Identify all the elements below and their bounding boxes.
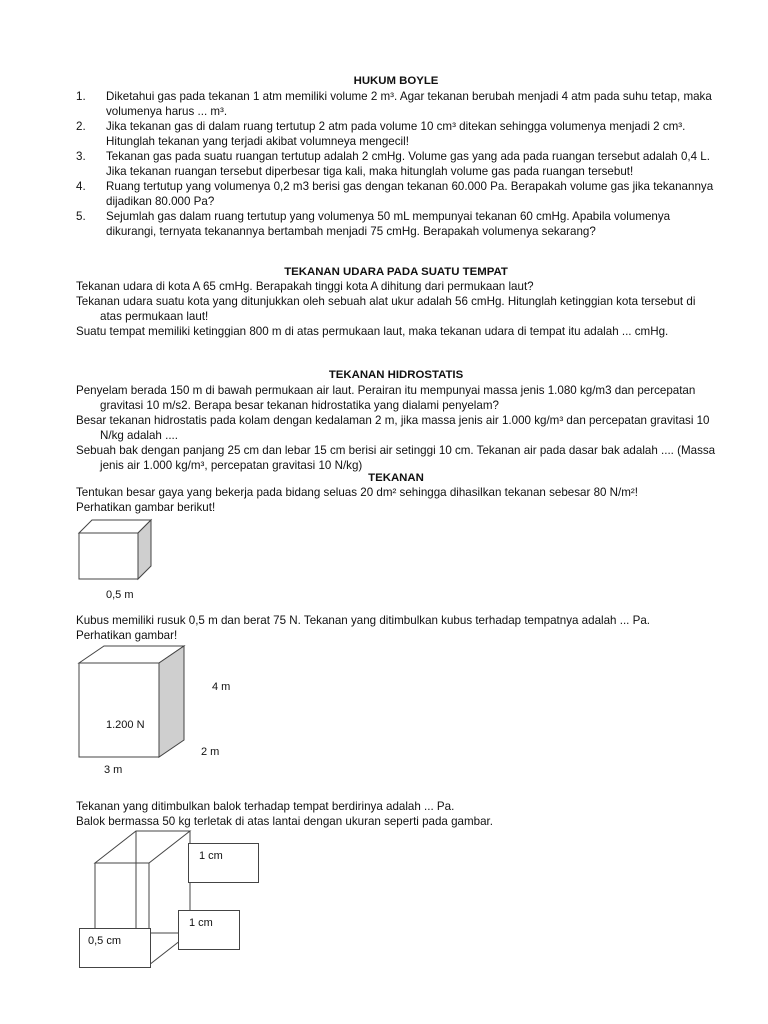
tekanan-see2: Perhatikan gambar! [76, 629, 178, 642]
prism-label-mid: 1 cm [189, 917, 213, 929]
paragraph: Suatu tempat memiliki ketinggian 800 m di atas permukaan laut, maka tekanan udara di tempat itu adalah ... cmHg. [76, 325, 669, 338]
item-text: Diketahui gas pada tekanan 1 atm memiliki volume 2 m³. Agar tekanan berubah menjadi 4 atm pada suhu tetap, maka volumenya harus ... m³. [106, 90, 712, 118]
item-number: 3. [76, 150, 86, 163]
item-number: 2. [76, 120, 86, 133]
item-text: Sejumlah gas dalam ruang tertutup yang volumenya 50 mL mempunyai tekanan 60 cmHg. Apabila volumenya dikurangi, ternyata tekanannya bertambah menjadi 75 cmHg. Berapakah volumenya sekarang? [106, 210, 671, 238]
section-title-hidrostatis: TEKANAN HIDROSTATIS [328, 369, 464, 381]
block-weight-label: 1.200 N [106, 719, 145, 731]
section-title-tekanan: TEKANAN [368, 472, 424, 484]
paragraph: Besar tekanan hidrostatis pada kolam dengan kedalaman 2 m, jika massa jenis air 1.000 kg/m³ dan percepatan gravitasi 10 N/kg adalah .... [76, 414, 710, 442]
tekanan-q1: Tentukan besar gaya yang bekerja pada bidang seluas 20 dm² sehingga dihasilkan tekanan sebesar 80 N/m²! [76, 486, 639, 499]
block-width-label: 3 m [104, 764, 123, 776]
block-height-label: 4 m [212, 681, 231, 693]
paragraph: Tekanan udara suatu kota yang ditunjukkan oleh sebuah alat ukur adalah 56 cmHg. Hitunglah ketinggian kota tersebut di atas permukaan laut! [76, 295, 696, 323]
item-text: Ruang tertutup yang volumenya 0,2 m3 berisi gas dengan tekanan 60.000 Pa. Berapakah volume gas jika tekanannya dijadikan 80.000 Pa? [106, 180, 714, 208]
prism-label-box-bottom [79, 928, 151, 968]
paragraph: Tekanan udara di kota A 65 cmHg. Berapakah tinggi kota A dihitung dari permukaan laut? [76, 280, 534, 293]
prism-label-box-mid [178, 910, 240, 950]
item-text: Jika tekanan gas di dalam ruang tertutup 2 atm pada volume 10 cm³ ditekan sehingga volumenya menjadi 2 cm³. Hitunglah tekanan yang terjadi akibat volumneya mengecil! [106, 120, 686, 148]
cube-edge-label: 0,5 m [106, 589, 134, 601]
section-title-boyle: HUKUM BOYLE [353, 75, 439, 87]
tekanan-q3: Tekanan yang ditimbulkan balok terhadap tempat berdirinya adalah ... Pa. [76, 800, 455, 813]
item-number: 4. [76, 180, 86, 193]
paragraph: Penyelam berada 150 m di bawah permukaan air laut. Perairan itu mempunyai massa jenis 1.080 kg/m3 dan percepatan gravitasi 10 m/s2. Berapa besar tekanan hidrostatika yang dialami penyelam? [76, 384, 696, 412]
item-number: 5. [76, 210, 86, 223]
paragraph: Sebuah bak dengan panjang 25 cm dan lebar 15 cm berisi air setinggi 10 cm. Tekanan air pada dasar bak adalah .... (Massa jenis air 1.000 kg/m³, percepatan gravitasi 10 N/kg) [76, 444, 716, 472]
item-text: Tekanan gas pada suatu ruangan tertutup adalah 2 cmHg. Volume gas yang ada pada ruangan tersebut adalah 0,4 L. Jika tekanan ruangan tersebut diperbesar tiga kali, maka hitunglah volume gas pada ruangan tersebut! [106, 150, 710, 178]
section-title-udara: TEKANAN UDARA PADA SUATU TEMPAT [284, 266, 508, 278]
prism-label-top: 1 cm [199, 850, 223, 862]
tekanan-q2: Kubus memiliki rusuk 0,5 m dan berat 75 N. Tekanan yang ditimbulkan kubus terhadap tempatnya adalah ... Pa. [76, 614, 651, 627]
tekanan-see1: Perhatikan gambar berikut! [76, 501, 216, 514]
item-number: 1. [76, 90, 86, 103]
prism-label-box-top [188, 843, 259, 883]
prism-label-bottom: 0,5 cm [88, 935, 122, 947]
tekanan-q4: Balok bermassa 50 kg terletak di atas lantai dengan ukuran seperti pada gambar. [76, 815, 493, 828]
block-depth-label: 2 m [201, 746, 220, 758]
